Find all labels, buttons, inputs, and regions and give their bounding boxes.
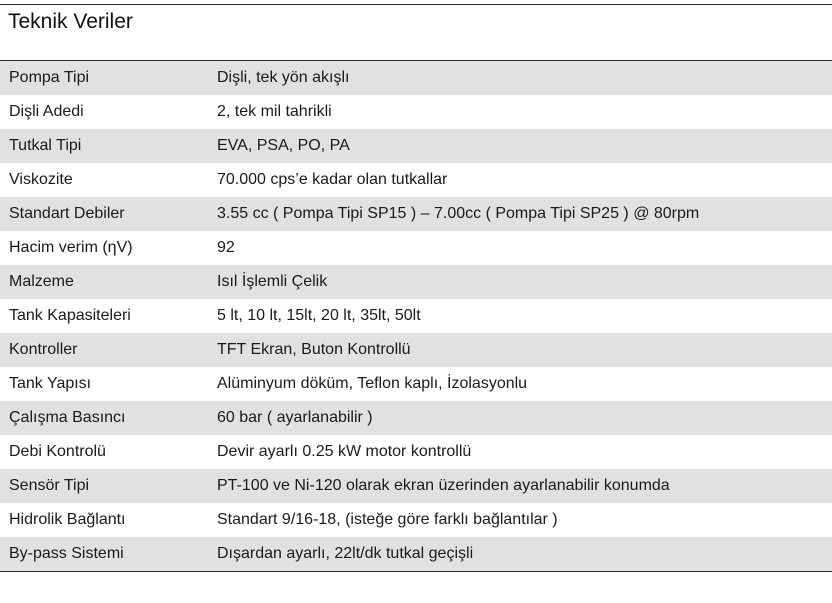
page-title: Teknik Veriler: [8, 10, 133, 33]
table-row: [0, 265, 832, 299]
spec-value: Isıl İşlemli Çelik: [217, 265, 832, 299]
spec-label: Debi Kontrolü: [9, 443, 106, 460]
spec-label: Dişli Adedi: [9, 103, 84, 120]
table-row: [0, 435, 832, 469]
spec-label: Pompa Tipi: [0, 61, 217, 96]
spec-label: Standart Debiler: [0, 197, 217, 231]
spec-value: PT-100 ve Ni-120 olarak ekran üzerinden ayarlanabilir konumda: [217, 469, 832, 503]
table-row: [0, 537, 832, 572]
table-row: [0, 163, 832, 197]
spec-value: 70.000 cps’e kadar olan tutkallar: [217, 171, 448, 188]
spec-label: Tutkal Tipi: [0, 129, 217, 163]
spec-value: 2, tek mil tahrikli: [217, 103, 332, 120]
table-row: [0, 469, 832, 503]
table-row: [0, 333, 832, 367]
table-row: [0, 129, 832, 163]
spec-label: Hidrolik Bağlantı: [9, 511, 126, 528]
table-row: [0, 197, 832, 231]
table-row: [0, 299, 832, 333]
spec-label: Malzeme: [0, 265, 217, 299]
spec-value: Alüminyum döküm, Teflon kaplı, İzolasyonlu: [217, 375, 528, 392]
spec-value: Standart 9/16-18, (isteğe göre farklı bağlantılar ): [217, 511, 558, 528]
spec-label: By-pass Sistemi: [0, 537, 217, 572]
spec-label: Çalışma Basıncı: [0, 401, 217, 435]
spec-value: 5 lt, 10 lt, 15lt, 20 lt, 35lt, 50lt: [217, 307, 421, 324]
table-row: [0, 401, 832, 435]
spec-label: Tank Kapasiteleri: [9, 307, 131, 324]
spec-table: [0, 60, 832, 572]
spec-label: Kontroller: [0, 333, 217, 367]
table-row: [0, 95, 832, 129]
spec-label: Hacim verim (ηV): [9, 239, 133, 256]
spec-value: TFT Ekran, Buton Kontrollü: [217, 333, 832, 367]
spec-value: Dışardan ayarlı, 22lt/dk tutkal geçişli: [217, 537, 832, 572]
spec-value: Devir ayarlı 0.25 kW motor kontrollü: [217, 443, 472, 460]
table-row: [0, 231, 832, 265]
spec-label: Viskozite: [9, 171, 73, 188]
table-row: [0, 61, 832, 96]
top-rule: [0, 4, 832, 5]
spec-value: 3.55 cc ( Pompa Tipi SP15 ) – 7.00cc ( Pompa Tipi SP25 ) @ 80rpm: [217, 197, 832, 231]
spec-value: EVA, PSA, PO, PA: [217, 129, 832, 163]
spec-label: Sensör Tipi: [0, 469, 217, 503]
spec-value: 60 bar ( ayarlanabilir ): [217, 401, 832, 435]
spec-label: Tank Yapısı: [9, 375, 92, 392]
table-row: [0, 367, 832, 401]
spec-value: Dişli, tek yön akışlı: [217, 61, 832, 96]
spec-value: 92: [217, 239, 235, 256]
table-row: [0, 503, 832, 537]
